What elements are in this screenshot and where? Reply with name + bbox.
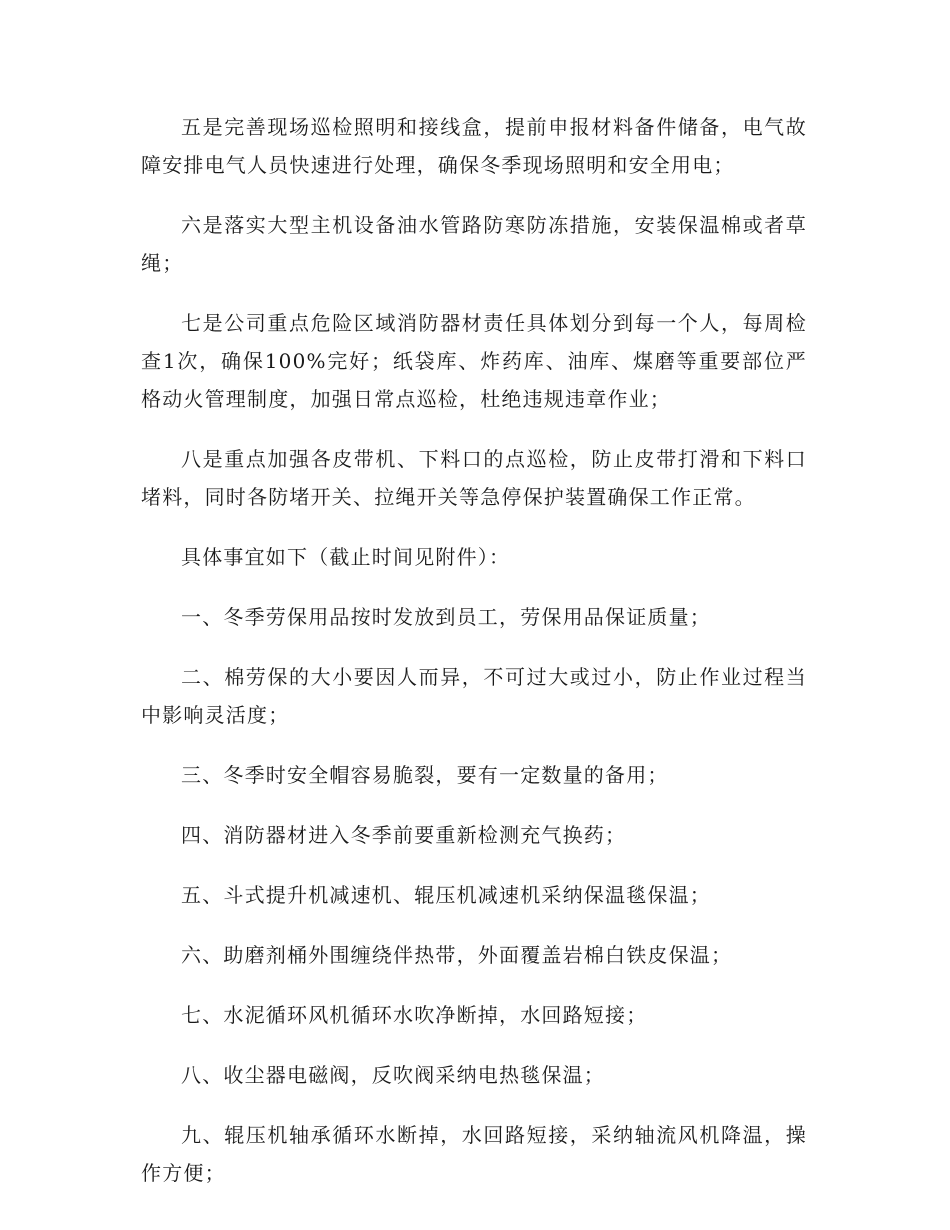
paragraph-measure-7-fire-equipment: 七是公司重点危险区域消防器材责任具体划分到每一个人，每周检查1次，确保100%完好；纸袋库、炸药库、油库、煤磨等重要部位严格动火管理制度，加强日常点巡检，杜绝违规违章作业； [141, 311, 807, 411]
list-item-9: 九、辊压机轴承循环水断掉，水回路短接，采纳轴流风机降温，操作方便； [141, 1123, 807, 1185]
list-item-3: 三、冬季时安全帽容易脆裂，要有一定数量的备用； [181, 763, 669, 787]
paragraph-measure-6-antifreeze: 六是落实大型主机设备油水管路防寒防冻措施，安装保温棉或者草绳； [141, 213, 807, 275]
document-body [141, 108, 807, 1214]
paragraph-measure-8-belt-inspection: 八是重点加强各皮带机、下料口的点巡检，防止皮带打滑和下料口堵料，同时各防堵开关、拉绳开关等急停保护装置确保工作正常。 [141, 447, 807, 509]
paragraph-measure-5-lighting: 五是完善现场巡检照明和接线盒，提前申报材料备件储备，电气故障安排电气人员快速进行处理，确保冬季现场照明和安全用电； [141, 115, 807, 177]
list-item-8: 八、收尘器电磁阀，反吹阀采纳电热毯保温； [181, 1063, 605, 1087]
paragraph-details-intro: 具体事宜如下（截止时间见附件）： [181, 545, 511, 569]
list-item-4: 四、消防器材进入冬季前要重新检测充气换药； [181, 823, 627, 847]
list-item-2: 二、棉劳保的大小要因人而异，不可过大或过小，防止作业过程当中影响灵活度； [141, 665, 807, 727]
list-item-7: 七、水泥循环风机循环水吹净断掉，水回路短接； [181, 1003, 648, 1027]
list-item-6: 六、助磨剂桶外围缠绕伴热带，外面覆盖岩棉白铁皮保温； [181, 943, 733, 967]
list-item-1: 一、冬季劳保用品按时发放到员工，劳保用品保证质量； [181, 605, 711, 629]
list-item-5: 五、斗式提升机减速机、辊压机减速机采纳保温毯保温； [181, 883, 711, 907]
